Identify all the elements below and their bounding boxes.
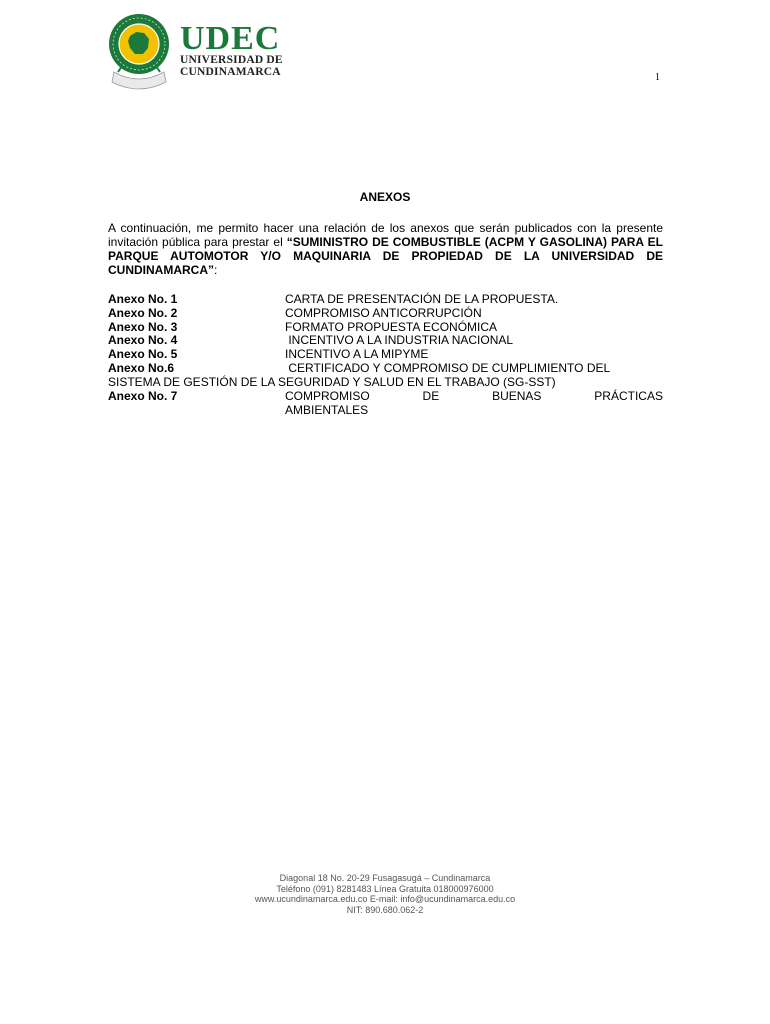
university-wordmark [180, 20, 283, 78]
annex-description: FORMATO PROPUESTA ECONÓMICA [285, 320, 498, 334]
annex-label: Anexo No. 2 [108, 306, 178, 320]
annex-description: INCENTIVO A LA MIPYME [285, 347, 429, 361]
annex-description: CARTA DE PRESENTACIÓN DE LA PROPUESTA. [285, 292, 559, 306]
page-number: 1 [655, 72, 660, 83]
annex-label: Anexo No. 5 [108, 347, 178, 361]
annex-description [285, 389, 663, 403]
annex-word: BUENAS [492, 389, 542, 403]
annex-description-continuation: SISTEMA DE GESTIÓN DE LA SEGURIDAD Y SALUD EN EL TRABAJO (SG-SST) [108, 375, 556, 389]
intro-text: A continuación, me permito hacer una relación de los anexos que serán publicados con la presente invitación pública para prestar el [108, 221, 663, 249]
annex-label: Anexo No. 3 [108, 320, 178, 334]
annex-word: DE [422, 389, 440, 403]
annex-label: Anexo No. 1 [108, 292, 178, 306]
document-title: ANEXOS [359, 190, 411, 204]
university-seal-logo [108, 8, 170, 94]
annex-description: CERTIFICADO Y COMPROMISO DE CUMPLIMIENTO DEL [285, 361, 611, 375]
annex-label: Anexo No. 4 [108, 333, 178, 347]
logo-acronym: UDEC [180, 20, 281, 57]
annex-description: INCENTIVO A LA INDUSTRIA NACIONAL [285, 333, 514, 347]
footer-nit: NIT: 890.680.062-2 [346, 904, 424, 915]
intro-bold-text: “SUMINISTRO DE COMBUSTIBLE (ACPM Y GASOLINA) PARA EL PARQUE AUTOMOTOR Y/O MAQUINARIA DE PROPIEDAD DE LA UNIVERSIDAD DE CUNDINAMARCA” [108, 235, 663, 277]
annex-label: Anexo No.6 [108, 361, 175, 375]
annex-description: COMPROMISO ANTICORRUPCIÓN [285, 306, 482, 320]
logo-line-2: CUNDINAMARCA [180, 66, 281, 78]
page-footer [0, 873, 770, 915]
logo-line-1: UNIVERSIDAD DE [180, 54, 283, 66]
annex-label: Anexo No. 7 [108, 389, 178, 403]
annex-word: PRÁCTICAS [594, 389, 663, 403]
footer-phone: Teléfono (091) 8281483 Línea Gratuita 018000976000 [276, 883, 494, 894]
footer-address: Diagonal 18 No. 20-29 Fusagasugá – Cundinamarca [279, 873, 491, 883]
intro-end: : [214, 263, 218, 277]
footer-web-email: www.ucundinamarca.edu.co E-mail: info@ucundinamarca.edu.co [254, 894, 516, 904]
annex-description-line-2: AMBIENTALES [285, 403, 369, 417]
annex-word: COMPROMISO [285, 389, 370, 403]
intro-paragraph [108, 221, 663, 277]
